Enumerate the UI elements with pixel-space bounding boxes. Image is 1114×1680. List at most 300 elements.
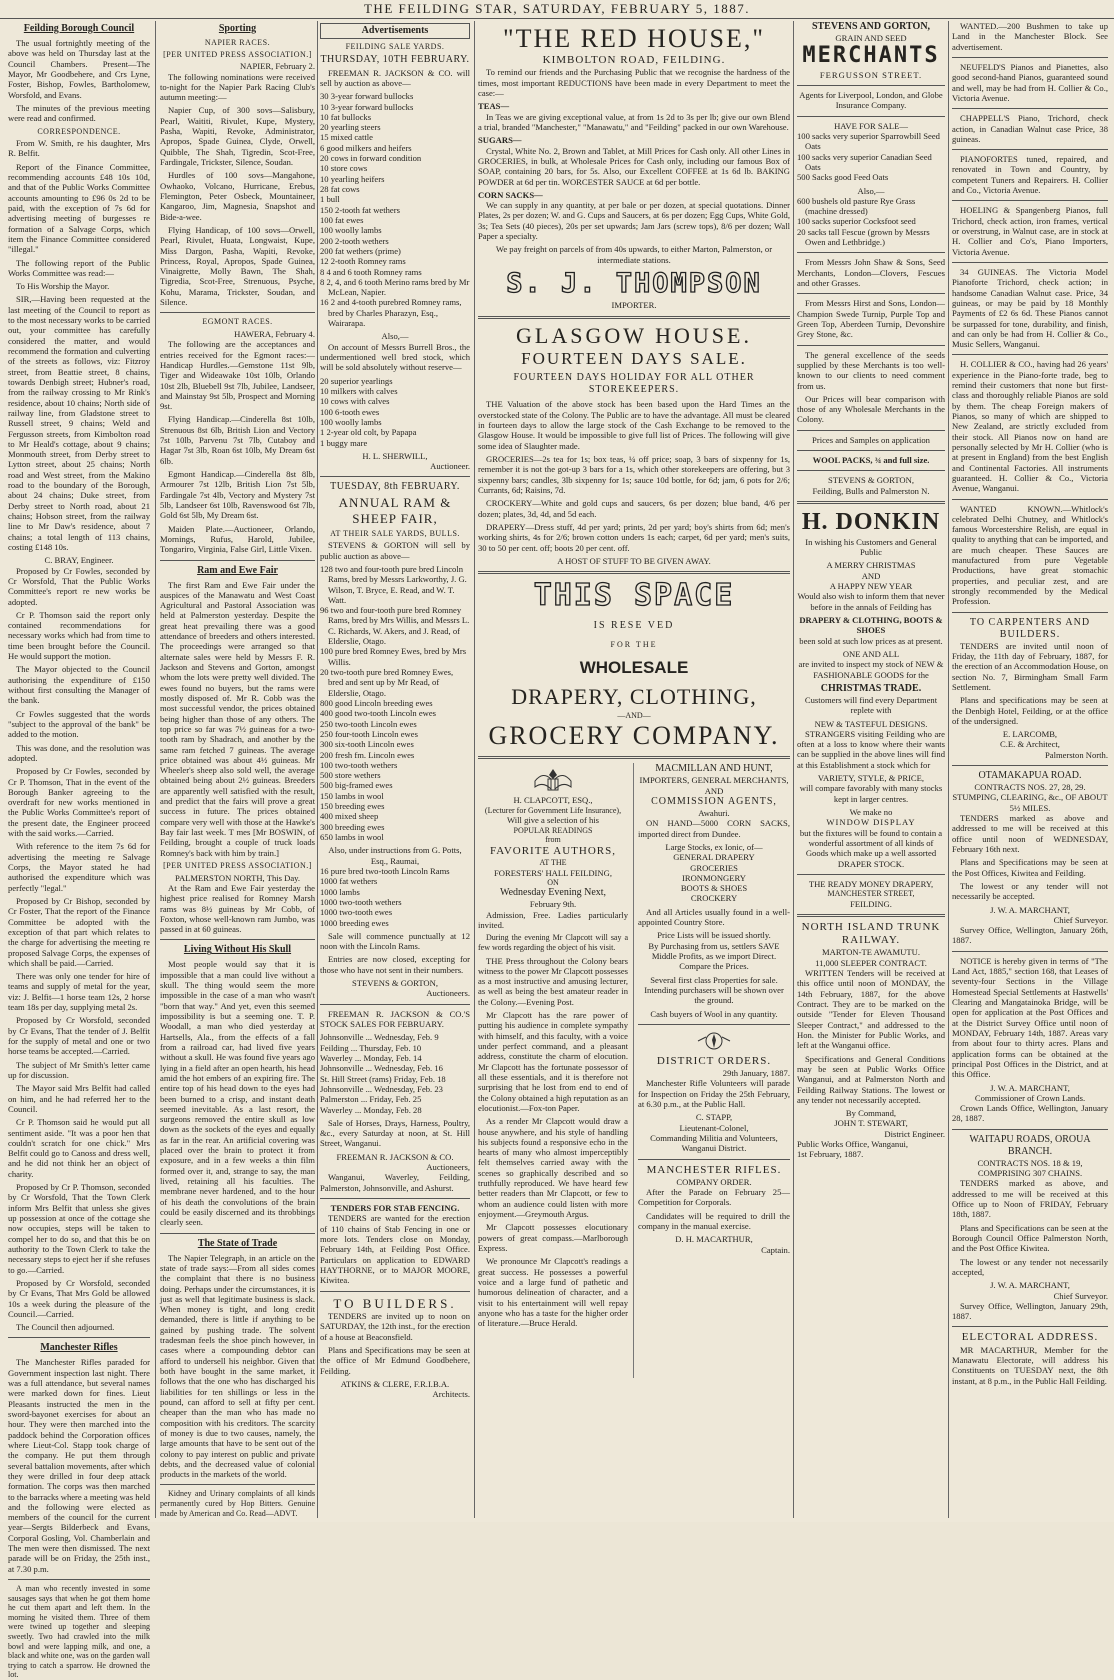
- ad-paragraph: THE Press throughout the Colony bears witness to the power Mr Clapcott possesses as a most instructive and amusing lecturer, as well as being the best amateur reader in the Colony.—Evening Post.: [478, 955, 628, 1007]
- list-item: 10 milkers with calves: [320, 385, 398, 396]
- ad-paragraph: We pay freight on parcels of from 40s upwards, to either Marton, Palmerston, or intermediate stations.: [495, 244, 773, 265]
- list-item: 100 woolly lambs: [320, 225, 382, 236]
- list-item: 1000 lambs: [320, 886, 360, 897]
- divider: [797, 874, 945, 875]
- ad-paragraph: And all Articles usually found in a well-appointed Country Store.: [638, 906, 790, 928]
- list-item: 1 bull: [320, 194, 340, 205]
- ad-line: FOR THE: [610, 640, 658, 650]
- article-paragraph: With reference to the item 7s 6d for advertising the meeting re Salvage Corps, the Mayor stated he had authorised the expenditure which was perfectly "legal.": [8, 841, 150, 893]
- article-paragraph: Proposed by Cr Fowles, seconded by Cr P. Thomson, That in the event of the Borough Banker agreeing to the overdraft for new works mentioned in the Public Works Committee's report of the present date, the Engineer proceed with the said works.—Carried.: [8, 766, 150, 839]
- ad-line: IMPORTERS, GENERAL MERCHANTS, AND: [639, 775, 789, 796]
- ad-paragraph: Plans and Specifications may be seen at the Post Offices, Kiwitea and Feilding.: [952, 857, 1108, 878]
- list-item: 500 Sacks good Feed Oats: [797, 172, 889, 183]
- list-item: 1000 two-tooth wethers: [320, 896, 402, 907]
- section-heading: Manchester Rifles: [40, 1342, 118, 1354]
- ad-paragraph: TENDERS are invited until noon of Friday, the 11th day of February, 1887, for the erection of an Accommodation House, on section No. 7, Birmingham Small Farm Settlement.: [952, 640, 1108, 692]
- ad-heading: FAVORITE AUTHORS,: [490, 844, 616, 857]
- article-paragraph: Egmont Handicap.—Cinderella 8st 8lb, Armourer 7st 12lb, British Lion 7st 5lb, Fardingale 7st 4lb, Vectory and Mystery 7st 5lb, Landseer 6st 10lb, Ravenswood 6st 7lb, Gold 6st 5lb, My Dream 6st.: [160, 469, 315, 521]
- ad-heading: OTAMAKAPUA ROAD.: [978, 770, 1082, 782]
- classified-ad: CHAPPELL'S Piano, Trichord, check action, in Canadian Walnut case Price, 38 guineas.: [952, 113, 1108, 144]
- list-item: 300 breeding ewes: [320, 821, 385, 832]
- list-item: 1000 fat wethers: [320, 876, 378, 887]
- article-paragraph: The following nominations were received to-night for the Napier Park Racing Club's autumn meeting:—: [160, 71, 315, 103]
- article-paragraph: Cr P. Thomson said the report only contained recommendations for necessary works which had from time to time been brought before the Council. He would support the motion.: [8, 609, 150, 662]
- signature-title: C.E. & Architect,: [1000, 739, 1060, 750]
- list-item: 1 2-year old colt, by Papapa: [320, 427, 417, 438]
- divider: [478, 571, 790, 574]
- article-paragraph: The Manchester Rifles paraded for Government inspection last night. There was a full attendance, but several names were marked down for fines. Lieut Pleasants instructed the men in the sword-bayonet exercises for about an hour. They were then marched into the paddock behind the Corporation offices where Lieut-Col. Stapp took charge of the company. He put them through several battalion movements, after which they were drilled in four deep attack formation. The corps was then marched to the barracks where a meeting was held and the following were elected as members of the council for the current year—Sergts Bilderbeck and Evans, Corporal Gosling, Vol. Chamberlain and The men were then dismissed. The next parade will be on Friday, the 25th inst., at 7.30 p.m.: [8, 1357, 150, 1574]
- signature: FREEMAN R. JACKSON & CO.: [336, 1151, 454, 1162]
- ad-paragraph: Sale will commence punctually at 12 noon with the Lincoln Rams.: [320, 930, 470, 952]
- divider: [160, 1233, 315, 1234]
- sub-heading: EGMONT RACES.: [202, 317, 273, 327]
- ad-paragraph: By Purchasing from us, settlers SAVE Middle Profits, as we import Direct. Compare the Prices.: [648, 940, 780, 972]
- article-paragraph: Hurdles of 100 sovs—Mangahone, Owhaoko, Volcano, Hurricane, Erebus, Flemington, Peter Osbeck, Mountaineer, Kangaroo, Jim, Magnesia, Snapshot and Bide-a-wee.: [160, 170, 315, 222]
- classified-ad: HOELING & Spangenberg Pianos, full Trichord, check action, iron frames, vertical or overstrung, in Walnut case, are in stock at H. Collier and Co's, Piano Importers, Victoria Avenue.: [952, 205, 1108, 257]
- ad-line: GRAIN AND SEED: [835, 33, 907, 43]
- signature-title: Auctioneer.: [430, 461, 470, 472]
- ad-paragraph: MR MACARTHUR, Member for the Manawatu Electorate, will address his Constituents on TUESDAY next, the 8th instant, at 8 p.m., in the Public Hall Feilding.: [952, 1344, 1108, 1386]
- divider: [160, 1484, 315, 1485]
- ad-line: ONE AND ALL: [842, 648, 900, 659]
- ad-paragraph: CROCKERY—White and gold cups and saucers, 6s per dozen; blue band, 4/6 per dozen; plates, 3d, 4d, and 5d each.: [478, 498, 790, 519]
- list-item: Johnsonville ... Wednesday, Feb. 23: [320, 1083, 443, 1094]
- ad-line: Price Lists will be issued shortly.: [657, 930, 771, 941]
- signature: C. BRAY, Engineer.: [44, 555, 114, 566]
- list-item: 28 fat cows: [320, 184, 360, 195]
- list-item: 10 store cows: [320, 163, 368, 174]
- ad-line: WINDOW DISPLAY: [826, 817, 916, 828]
- ad-line: 1st February, 1887.: [797, 1149, 864, 1160]
- list-item: 200 fat wethers (prime): [320, 245, 401, 256]
- ad-paragraph: are invited to inspect my stock of NEW & FASHIONABLE GOODS for the: [798, 659, 944, 680]
- ad-paragraph: We pronounce Mr Clapcott's readings a great success. He possesses a powerful voice and a large fund of pathetic and humorous delineation of character, and a visit to his entertainment will well repay anyone who has a taste for the higher order of literature.—Bruce Herald.: [478, 1256, 628, 1329]
- glasgow-house-title: GLASGOW HOUSE.: [516, 322, 752, 348]
- list-item: 400 good two-tooth Lincoln ewes: [320, 708, 436, 719]
- list-item: 30 3-year forward bullocks: [320, 91, 414, 102]
- crest-icon: [478, 767, 628, 793]
- classified-ad: WANTED KNOWN.—Whitlock's celebrated Delhi Chutney, and Whitlock's famous Worcestershire Relish, are equal in quality to anything that can be imported, and are much cheaper. These Sauces are manufactured from pure Vegetable Productions, have great stomachic properties, and peculiar zest, and are strongly recommended by the Medical Profession.: [952, 503, 1108, 607]
- list-item: Johnsonville ... Wednesday, Feb. 16: [320, 1063, 443, 1074]
- divider: [797, 450, 945, 451]
- ad-paragraph: Mr Clapcott has the rare power of putting his audience in complete sympathy with himself, and this faculty, with a voice under perfect command, and a pleasant address, constitute the charm of elocution. Mr Clapcott has the fortunate possessor of all these essentials, and it is therefore not surprising that he lost from end to end of the Colony obtained a high reputation as an elocutionist.—Fox-ton Paper.: [478, 1010, 628, 1113]
- ad-heading: CORN SACKS—: [478, 189, 543, 200]
- divider: [952, 200, 1108, 201]
- divider: [797, 116, 945, 117]
- list-item: 100 sacks very superior Sparrowbill Seed Oats: [797, 130, 940, 152]
- list-item: 150 2-tooth fat wethers: [320, 204, 400, 215]
- stock-list: [320, 91, 470, 328]
- signature: C. STAPP,: [695, 1112, 733, 1123]
- divider: [952, 57, 1108, 58]
- ad-line: Large Stocks, ex Ionic, of—: [665, 841, 763, 852]
- ad-paragraph: The lowest or any tender will not necessarily be accepted.: [952, 880, 1108, 902]
- list-item: 128 two and four-tooth pure bred Lincoln Rams, bred by Messrs Larkworthy, J. G. Wilson, T. Bryce, E. Read, and W. T. Watt.: [320, 563, 467, 605]
- list-item: 20 sacks tall Fescue (grown by Messrs Owen and Lethbridge.): [797, 226, 930, 248]
- ad-paragraph: THE Valuation of the above stock has been based upon the Hard Times an the overstocked state of the Colony. The Public are to have the advantage. All must be cleared in fourteen days to allow the large stock of the Cash Exchange to be removed to the Glasgow House. It would be impossible to give full list of Prices. The following will give some idea of Slaughter made.: [478, 399, 790, 451]
- divider: [8, 1337, 150, 1338]
- grocery-title: GROCERY COMPANY.: [488, 721, 780, 751]
- ad-line: CONTRACTS NOS. 18 & 19, COMPRISING 307 CHAINS.: [977, 1157, 1083, 1179]
- fourteen-days-title: FOURTEEN DAYS SALE.: [521, 349, 747, 369]
- divider: [8, 1579, 150, 1580]
- wholesale-title: WHOLESALE: [579, 657, 689, 677]
- list-item: 150 breeding ewes: [320, 801, 385, 812]
- article-paragraph: At the Ram and Ewe Fair yesterday the highest price realised for Romney Marsh rams was 8½ guineas by Mr Cobb, of Foxton, whose well-known ram Jumbo, was passed in at 60 guineas.: [160, 882, 315, 935]
- ad-subtitle: FOURTEEN DAYS HOLIDAY FOR ALL OTHER STOREKEEPERS.: [513, 372, 755, 396]
- classified-ad: WANTED.—200 Bushmen to take up Land in the Manchester Block. See advertisement.: [952, 21, 1108, 52]
- ad-paragraph: FREEMAN R. JACKSON & CO. will sell by auction as above—: [320, 67, 470, 88]
- ad-line: Also,—: [857, 185, 885, 196]
- column-rule: [155, 21, 156, 1518]
- list-item: 650 lambs in wool: [320, 832, 384, 842]
- ad-line: NEW & TASTEFUL DESIGNS.: [814, 718, 928, 729]
- list-item: GROCERIES: [690, 862, 738, 873]
- ad-line: Cash buyers of Wool in any quantity.: [650, 1008, 778, 1019]
- list-item: GENERAL DRAPERY: [673, 852, 755, 863]
- article-paragraph: Flying Handicap.—Cinderella 8st 10lb, Strenuous 8st 6lb, British Lion and Vectory 7st 10lb, Parvenu 7st 7lb, Cutaboy and Hagar 7st 3lb, Roan 6st 10lb, My Dream 6st 6lb.: [160, 414, 315, 466]
- ad-line: MARTON-TE AWAMUTU.: [822, 947, 920, 958]
- ad-line: Also, under instructions from G. Potts, Esq., Raumai,: [328, 845, 462, 866]
- signature-title: Commissioner of Crown Lands.: [974, 1092, 1086, 1103]
- divider: [952, 499, 1108, 500]
- ad-paragraph: Agents for Liverpool, London, and Globe Insurance Company.: [799, 90, 943, 111]
- ad-paragraph: DRAPERY—Dress stuff, 4d per yard; prints, 2d per yard; boy's shirts from 6d; men's working shirts, 4s for 2/6; brown cotton unders 1s each; carpet, 6d per yard; men's suits, 30 to 50 per cent. off; boots 20 per cent. off.: [478, 521, 790, 553]
- dateline: NAPIER, February 2.: [240, 61, 315, 72]
- sub-heading: CORRESPONDENCE.: [37, 126, 121, 136]
- ad-line: Public Works Office, Wanganui,: [797, 1139, 909, 1150]
- ad-paragraph: From Messrs Hirst and Sons, London—Champion Swede Turnip, Purple Top and Green Top, Aberdeen Turnip, Devonshire Grey Stone, &c.: [797, 298, 945, 340]
- signature: E. LARCOMB,: [1002, 729, 1058, 740]
- list-item: 16 pure bred two-tooth Lincoln Rams: [320, 865, 450, 876]
- ad-paragraph: been sold at such low prices as at present.: [799, 635, 943, 646]
- divider: [320, 1291, 470, 1292]
- ad-paragraph: After the Parade on February 25—Competition for Corporals.: [638, 1187, 790, 1208]
- ad-line: AT THE: [539, 857, 567, 867]
- list-item: Waverley ... Monday, Feb. 28: [320, 1104, 422, 1115]
- ad-line: Will give a selection of his: [506, 815, 599, 826]
- lower-split: [478, 763, 790, 1378]
- ad-paragraph: Customers will find every Department replete with: [804, 694, 938, 716]
- ad-paragraph: Would also wish to inform them that never before in the annals of Feilding has: [797, 591, 945, 612]
- ad-line: We make no: [849, 807, 893, 817]
- drapery-title: DRAPERY, CLOTHING,: [511, 684, 757, 710]
- divider: [797, 501, 945, 504]
- list-item: IRONMONGERY: [682, 872, 746, 883]
- sub-heading: FEILDING SALE YARDS.: [345, 42, 445, 51]
- list-item: 300 six-tooth Lincoln ewes: [320, 739, 414, 750]
- ad-paragraph: Sale of Horses, Drays, Harness, Poultry, &c., every Saturday at noon, at St. Hill Street, Wanganui.: [320, 1117, 470, 1149]
- divider: [952, 262, 1108, 263]
- divider: [160, 560, 315, 561]
- ad-paragraph: Our Prices will bear comparison with those of any Wholesale Merchants in the Colony.: [797, 393, 945, 425]
- ad-paragraph: The lowest or any tender not necessarily accepted,: [952, 1256, 1108, 1277]
- ad-paragraph: Specifications and General Conditions may be seen at Public Works Office Wanganui, and at Palmerston North and Feilding Railway Stations. The lowest or any tender not necessarily accepted.: [797, 1053, 945, 1105]
- ad-paragraph: Plans and Specifications can be seen at the Borough Council Office Palmerston North, and the Post Office Kiwitea.: [952, 1222, 1108, 1254]
- list-item: 8 4 and 6 tooth Romney rams: [320, 266, 422, 277]
- ad-line: February 9th.: [529, 899, 577, 910]
- macmillan-ad: [638, 763, 790, 1378]
- list-item: 12 2-tooth Romney rams: [320, 256, 406, 267]
- article-paragraph: Proposed by Cr Worsfold, seconded by Cr Evans, That Mrs Gold be allowed 10s a week during the pleasure of the Council.—Carried.: [8, 1277, 150, 1319]
- list-item: 20 yearling steers: [320, 122, 381, 133]
- dateline: HAWERA, February 4.: [234, 328, 315, 339]
- column-rule: [474, 21, 475, 1518]
- article-paragraph: Napier Cup, of 300 sovs—Salisbury, Pearl, Waititi, Rivulet, Kupe, Mystery, Pasha, Wapiti, Revoke, Administrator, Apropos, Spade Guinea, Clyde, Orwell, Quibble, The Shah, Tigredin, Scot-Free, Fardingale, Trickster, Silence, Soudan.: [160, 105, 315, 167]
- ad-paragraph: In Teas we are giving exceptional value, at from 1s 2d to 3s per lb; give our own Blend a trial, branded "Manchester," "Manawatu," and "Feilding" packed in our own Warehouse.: [478, 111, 790, 132]
- signature: JOHN T. STEWART,: [834, 1118, 908, 1129]
- divider: [797, 345, 945, 346]
- article-paragraph: Cr P. Thomson said he would put all sentiment aside. "It was a poor hen that couldn't scratch for one chick." Mrs Belfit could go to Canoss and dress well, and he did not think her an object of charity.: [8, 1117, 150, 1179]
- list-item: 100 pure bred Romney Ewes, bred by Mrs Willis.: [320, 646, 467, 667]
- article-paragraph: The Mayor objected to the Council authorising the expenditure of £150 without first consulting the Manager of the bank.: [8, 664, 150, 706]
- divider: [478, 316, 790, 319]
- signature-title: Feilding, Bulls and Palmerston N.: [812, 485, 930, 496]
- clapcott-ad: [478, 763, 628, 1378]
- list-item: 96 two and four-tooth pure bred Romney Rams, bred by Mrs Willis, and Messrs L. C. Richards, W. Akers, and J. Read, of Elderslie, Otago.: [320, 605, 470, 647]
- ad-heading: SUGARS—: [478, 135, 522, 146]
- list-item: St. Hill Street (rams) Friday, Feb. 18: [320, 1073, 446, 1084]
- divider: [952, 765, 1108, 766]
- ad-heading: TO BUILDERS.: [333, 1295, 457, 1311]
- ad-paragraph: TENDERS are wanted for the erection of 110 chains of Stab Fencing in one or more lots. Tenders close on Monday, February 14th, at Feilding Post Office. Particulars on application to EDWARD HAYTHORNE, or to MAJOR MOORE, Kiwitea.: [320, 1213, 470, 1286]
- ad-paragraph: Plans and Specifications may be seen at the office of Mr Edmund Goodbehere, Feilding.: [320, 1345, 470, 1376]
- list-item: 800 good Lincoln breeding ewes: [320, 697, 433, 708]
- article-paragraph: The Mayor said Mrs Belfit had called on him, and he had referred her to the Council.: [8, 1083, 150, 1114]
- column-rule: [948, 21, 949, 1518]
- section-heading: Sporting: [218, 23, 257, 34]
- list-item: 500 big-framed ewes: [320, 780, 393, 791]
- article-paragraph: Maiden Plate.—Auctioneer, Orlando, Mornings, Rufus, Harold, Jubilee, Tongariro, Virginia, False Girl, Little Vixen.: [160, 523, 315, 555]
- list-item: 1 buggy mare: [320, 437, 368, 448]
- list-item: 8 2, 4, and 6 tooth Merino rams bred by Mr McLean, Napier.: [320, 276, 470, 298]
- stock-list: [320, 376, 470, 448]
- ad-heading: STEVENS AND GORTON,: [811, 21, 931, 32]
- ad-heading: COMMISSION AGENTS,: [651, 795, 777, 807]
- signature-title: Captain.: [761, 1244, 790, 1255]
- signature: H. L. SHERWILL,: [362, 450, 428, 461]
- classified-ad: H. COLLIER & CO., having had 26 years' experience in the Piano-forte trade, beg to remind their customers that none but first-class and thoroughly reliable Pianos are sold by them. The cheap Foreign makers of Pianos, so many of which are shipped to New Zealand, are strictly excluded from their stock. All Pianos now on hand are personally selected by Mr H. Collier (who is at present in England) from the best English and Continental Factories. All instruments guaranteed. H. Collier & Co., Victoria Avenue, Wanganui.: [952, 359, 1108, 494]
- seed-list: [797, 131, 945, 183]
- signature-title: Architects.: [432, 1389, 470, 1400]
- article-paragraph: This was done, and the resolution was adopted.: [8, 742, 150, 763]
- section-heading: Advertisements: [320, 23, 470, 39]
- masthead-title: THE FEILDING STAR, SATURDAY, FEBRUARY 5, 1887.: [363, 1, 750, 16]
- divider: [638, 1159, 790, 1160]
- press-credit: [PER UNITED PRESS ASSOCIATION.]: [163, 49, 312, 59]
- ad-line: STUMPING, CLEARING, &c., OF ABOUT 5½ MILES.: [952, 792, 1108, 813]
- list-item: 10 cows with calves: [320, 396, 390, 407]
- ad-line: A MERRY CHRISTMAS: [826, 560, 916, 571]
- article-paragraph: Flying Handicap, of 100 sovs—Orwell, Pearl, Rivulet, Huata, Longwaist, Kupe, Miss Dargon, Pasha, Wapiti, Revoke, Princess, Royal, Apropos, Spade Guinea, Vinaigrette, Molly Bawn, The Shah, Tigredia, Scot-Free, Strenuous, Psyche, Kohu, Marama, Trickster, Soudan, and Silence.: [160, 224, 315, 308]
- article-paragraph: From W. Smith, re his daughter, Mrs R. Belfit.: [8, 138, 150, 159]
- signature-title: Chief Surveyor.: [1053, 1290, 1108, 1301]
- article-paragraph: Report of the Finance Committee, recommending accounts £48 10s 10d, and that of the Public Works Committee accounts amounting to £96 0s 2d to be paid, with the exception of 7s 6d for advertising meeting of burgesses re formation of a Salvage Corps, which item the Finance Committee considered "illegal.": [8, 161, 150, 255]
- ad-line: CONTRACTS NOS. 27, 28, 29.: [974, 782, 1086, 793]
- ad-line: FORESTERS' HALL FEILDING,: [494, 867, 612, 878]
- list-item: 100 two-tooth wethers: [320, 759, 398, 770]
- ad-line: COMPANY ORDER.: [676, 1176, 752, 1187]
- ad-heading: Wednesday Evening Next,: [499, 887, 607, 899]
- article-paragraph: A man who recently invested in some sausages says that when he got them home he cut them apart and left them. In the morning he visited them. Three of them were twined up together and sleeping sweetly. Two had crawled into the milk bowl and were lapping milk, and one, a black and white one, was on the garden wall trying to catch a sparrow. He drowned the lot.: [8, 1584, 150, 1680]
- ad-line: DRAPERY & CLOTHING, BOOTS & SHOES: [799, 615, 943, 636]
- divider: [797, 293, 945, 294]
- divider: [160, 312, 315, 313]
- ad-paragraph: Wanganui, Waverley, Feilding, Palmerston, Johnsonville, and Ashurst.: [320, 1172, 470, 1193]
- article-paragraph: Proposed by Cr Bishop, seconded by Cr Foster, That the report of the Finance Committee be adopted with the exception of that part which relates to the charge for advertising the meeting re proposed Salvage Corps, the expenses of which shall be paid.—Carried.: [8, 895, 150, 968]
- ad-line: Awahuri.: [698, 807, 730, 818]
- column-5: [797, 21, 945, 1518]
- ad-tagline: A HOST OF STUFF TO BE GIVEN AWAY.: [557, 555, 711, 566]
- sub-heading: AT THEIR SALE YARDS, BULLS.: [330, 528, 460, 538]
- article-paragraph: Proposed by Cr P. Thomson, seconded by Cr Worsfold, That the Town Clerk inform Mrs Belfit that unless she gives up possession at once of the cottage she now occupies, steps will be taken to compel her to do so, and that this be on authority to the Town Clerk to take the necessary steps to eject her if she refuses to go.—Carried.: [8, 1182, 150, 1275]
- crest-icon: [638, 1029, 790, 1053]
- column-rule: [317, 21, 318, 1518]
- list-item: 15 mixed cattle: [320, 132, 373, 143]
- signature: J. W. A. MARCHANT,: [990, 1280, 1070, 1291]
- divider: [478, 756, 790, 759]
- list-item: 200 fresh fm. Lincoln ewes: [320, 749, 415, 760]
- ad-line: POPULAR READINGS: [513, 825, 593, 835]
- ad-paragraph: TENDERS marked as above, and addressed to me will be received at this Office up to Noon of FRIDAY, February 18th, 1887.: [952, 1178, 1108, 1220]
- article-paragraph: To His Worship the Mayor.: [16, 281, 110, 292]
- column-4: [478, 21, 790, 1518]
- ad-paragraph: Mr Clapcott possesses elocutionary powers of great compass.—Marlborough Express.: [478, 1222, 628, 1253]
- signature-title: Auctioneers.: [426, 988, 470, 999]
- ad-paragraph: Manchester Rifle Volunteers will parade for Inspection on Friday the 25th February, at 6.30 p.m., at the Public Hall.: [638, 1078, 790, 1110]
- ad-line: WOOL PACKS, ¾ and full size.: [812, 455, 930, 466]
- section-heading: Living Without His Skull: [183, 944, 292, 956]
- divider: [797, 914, 945, 917]
- list-item: Feilding ... Thursday, Feb. 10: [320, 1042, 422, 1053]
- ad-paragraph: To remind our friends and the Purchasing Public that we recognise the hardness of the times, most important REDUCTIONS have been made in every Department to meet the case:—: [478, 67, 790, 98]
- sale-date: TUESDAY, 8th FEBRUARY.: [330, 481, 460, 493]
- list-item: 100 woolly lambs: [320, 416, 382, 427]
- ad-line: A HAPPY NEW YEAR: [829, 581, 913, 592]
- divider: [160, 939, 315, 940]
- list-item: 10 3-year forward bullocks: [320, 101, 414, 112]
- list-item: 100 sacks superior Cocksfoot seed: [797, 216, 916, 227]
- ad-paragraph: TENDERS are invited up to noon on SATURDAY, the 12th inst., for the erection of a house at Beaconsfield.: [320, 1311, 470, 1342]
- ad-paragraph: As a render Mr Clapcott would draw a house anywhere, and his style of handling his subjects found a responsive echo in the hearts of many who almost imperceptibly felt themselves carried away with the scenes so graphically described and so truthfully reproduced. We have heard few better readers than Mr Clapcott, or few to whom an audience could listen with more enjoyment.—Greymouth Argus.: [478, 1116, 628, 1220]
- masthead: [0, 0, 1114, 19]
- sub-heading: NAPIER RACES.: [204, 38, 271, 47]
- column-rule: [793, 21, 794, 1518]
- thompson-name: S. J. THOMPSON: [506, 268, 762, 299]
- list-item: 6 good milkers and heifers: [320, 142, 412, 153]
- column-6: [952, 21, 1108, 1518]
- ad-paragraph: WRITTEN Tenders will be received at this office until noon of MONDAY, the 14th February, 1887, for the above Contract. They are to be marked on the outside "Tender for Eleven Thousand Sleeper Contract," and addressed to the Hon. the Minister for Public Works, and left at the Wanganui office.: [797, 968, 945, 1051]
- signature-title: Auctioneers,: [426, 1162, 470, 1173]
- ad-date: 29th January, 1887.: [722, 1068, 790, 1079]
- ad-paragraph: but the fixtures will be found to contain a wonderful assortment of all kinds of Goods which make up a well assorted DRAPER STOCK.: [799, 827, 943, 869]
- list-item: CROCKERY: [690, 893, 738, 904]
- article-paragraph: The minutes of the previous meeting were read and confirmed.: [8, 102, 150, 124]
- press-credit: [PER UNITED PRESS ASSOCIATION.]: [163, 860, 312, 870]
- ad-paragraph: Crystal, White No. 2, Brown and Tablet, at Mill Prices for Cash only. All other Lines in GROCERIES, in bulk, at Wholesale Prices for Cash only, including our famous Box of SOAP, containing 20 bars, for 5s. Also, our Excellent COFFEE at 1s 6d lb. BAKING POWDER at 6d per tin. WORCESTER SAUCE at 6d per bottle.: [478, 145, 790, 187]
- sale-schedule: [320, 1032, 470, 1115]
- red-house-title: "THE RED HOUSE,": [503, 24, 765, 53]
- divider: [797, 252, 945, 253]
- column-rule: [633, 763, 634, 1378]
- donkin-name: H. DONKIN: [801, 509, 941, 536]
- ad-heading: TENDERS FOR STAB FENCING.: [330, 1203, 460, 1213]
- ad-line: FERGUSSON STREET.: [819, 69, 923, 80]
- list-item: 20 two-tooth pure bred Romney Ewes, bred and sent up by Mr Read, of Elderslie, Otago.: [320, 667, 454, 698]
- signature: STEVENS & GORTON,: [352, 978, 438, 989]
- ad-paragraph: Several first class Properties for sale. Intending purchasers will be shown over the ground.: [644, 974, 784, 1006]
- ad-paragraph: will compare favorably with many stocks kept in larger centres.: [799, 783, 943, 804]
- ad-paragraph: FREEMAN R. JACKSON & CO.'S STOCK SALES FOR FEBRUARY.: [320, 1008, 470, 1029]
- signature-title: Commanding Militia and Volunteers, Wanganui District.: [650, 1132, 778, 1154]
- list-item: 20 cows in forward condition: [320, 153, 422, 164]
- signature: D. H. MACARTHUR,: [675, 1234, 753, 1245]
- column-1: [8, 21, 150, 1680]
- ad-paragraph: The general excellence of the seeds supplied by these Merchants is too well-known to our clients to need comment from us.: [797, 349, 945, 391]
- ad-line: (Lecturer for Government Life Insurance),: [484, 805, 622, 815]
- ad-paragraph: ON HAND—5000 CORN SACKS, imported direct from Dundee.: [638, 818, 790, 839]
- ad-heading: HAVE FOR SALE—: [834, 120, 908, 131]
- article-paragraph: The following are the acceptances and entries received for the Egmont races:—Handicap Hurdles.—Gemstone 11st 9lb, Tiger and Wideawake 10st 10lb, Orlando 10st 2lb, Bluebell 9st 7lb, Jubilee, Landseer, and Mainstay 9st 5lb, Prospect and Morning 9st.: [160, 339, 315, 412]
- stock-list: [320, 866, 470, 928]
- ad-paragraph: On account of Messrs Burrell Bros., the undermentioned well bred stock, which will be sold absolutely without reserve—: [320, 341, 470, 373]
- classified-ad: NEUFELD'S Pianos and Pianettes, also good second-hand Pianos, guaranteed sound and well, may be had from H. Collier & Co., Victoria Avenue.: [952, 61, 1108, 103]
- dateline: PALMERSTON NORTH, This Day.: [174, 872, 301, 883]
- ad-heading: THE READY MONEY DRAPERY,: [808, 878, 934, 889]
- ad-line: 11,000 SLEEPER CONTRACT.: [815, 957, 927, 968]
- list-item: 100 fat ewes: [320, 214, 364, 225]
- ad-line: Prices and Samples on application: [812, 434, 930, 445]
- ad-paragraph: We can supply in any quantity, at per bale or per dozen, at special quotations. Dinner Plates, 2s per dozen; W. and G. Cups and Saucers, at 6s per dozen; Egg Cups, White Gold, 3s; Tea Sets (40 pieces), 20s per set upwards; Jam Jars (screw tops), 8/6 per dozen; Wall Paper a specialty.: [478, 200, 790, 242]
- list-item: 600 bushels old pasture Rye Grass (machine dressed): [797, 195, 916, 217]
- ad-paragraph: Survey Office, Wellington, January 29th, 1887.: [952, 1300, 1108, 1322]
- article-paragraph: The Napier Telegraph, in an article on the state of trade says:—From all sides comes the complaint that there is no business doing. Perhaps under the circumstances, it is just as well that legitimate business is slack. When money is tight, and long credit demanded, there is little if anything to be gained by pushing trade. The solvent tradesman feels the shoe pinch however, in cases where a compounding debtor can afford to undersell his neighbor. Given that both have bought in the same market, it follows that the one who has discharged his liabilities for ten shillings or less in the pound, can afford to sell at fifty per cent. cheaper than the man who has made no composition with his creditors. The scarcity of money is due to two causes, namely, the large amounts that have to be sent out of the colony to pay interest on public and private debts, and the decreased value of colonial products in the markets of the world.: [160, 1252, 315, 1480]
- list-item: 100 sacks very superior Canadian Seed Oats: [797, 151, 932, 172]
- divider: [320, 1198, 470, 1199]
- list-item: 20 superior yearlings: [320, 375, 393, 386]
- ad-paragraph: GROCERIES—2s tea for 1s; box teas, ¼ off price; soap, 3 bars of sixpenny for 1s, remember it is not the got-up 3 bars for a 1s, which other storekeepers are offering, but 3 sixpenny bars; candles, 3lb sixpenny for 1s; sauce 10d bottle, for 6d; jam, 6 pots for 2/6; Currants, 6d; Raisins, 7d.: [478, 454, 790, 495]
- ad-heading: ELECTORAL ADDRESS.: [961, 1331, 1099, 1344]
- signature: J. W. A. MARCHANT,: [990, 904, 1070, 915]
- list-item: 250 two-tooth Lincoln ewes: [320, 718, 417, 729]
- ad-line: By Command,: [845, 1108, 897, 1119]
- article-paragraph: The following report of the Public Works Committee was read:—: [8, 257, 150, 278]
- divider: [638, 1024, 790, 1025]
- article-paragraph: The first Ram and Ewe Fair under the auspices of the Manawatu and West Coast Agricultural and Pastoral Association was held at Palmerston yesterday. Despite the great heat prevailing there was a good attendance of breeders and others interested. The proceedings were arranged so that alternate sales were held by Messrs F. R. Jackson and Stevens and Gorton, amongst whom the lots were pretty well divided. The ewes found no buyers, but the rams were mostly disposed of. Mr R. Cobb was the most successful vendor, the prices obtained being higher than those of any others. The top price so far was 7½ guineas for a two-tooth ram by Shadrach, and another by the same ram fetched 7 guineas. The average price obtained was about 4½ guineas. Mr Wheeler's sheep also sold well, the average obtained being about 2½ guineas. Breeders are apparently well satisfied with the result, and predict that the fairs will prove a great success in future. The prices obtained compare very well with those at the Hawke's Bay fair last week. T mes [Mr BOSWIN, of Feilding, brought a couple of truck loads Romney's back with him by train.]: [160, 579, 315, 858]
- ad-paragraph: In wishing his Customers and General Public: [805, 536, 937, 558]
- article-paragraph: There was only one tender for hire of teams and supply of metal for the year, viz: J. Belfit—1 horse team 12s, 2 horse team 18s per day, supplying metal 2s.: [8, 971, 150, 1013]
- list-item: 500 store wethers: [320, 770, 381, 781]
- ad-paragraph: STEVENS & GORTON will sell by public auction as above—: [320, 540, 470, 561]
- list-item: 10 fat bullocks: [320, 111, 372, 122]
- ad-line: IS RESE VED: [593, 620, 675, 632]
- ad-line: MANCHESTER STREET,: [827, 889, 915, 899]
- column-2: [160, 21, 315, 1518]
- divider: [952, 149, 1108, 150]
- list-item: 1000 two-tooth ewes: [320, 907, 393, 918]
- ad-heading: NORTH ISLAND TRUNK RAILWAY.: [801, 921, 941, 947]
- ad-line: Also,—: [381, 331, 409, 342]
- classified-ad: NOTICE is hereby given in terms of "The Land Act, 1885," section 168, that Leases of seventy-four Sections in the Village Homestead Special Settlements at Hastwells' Clearing and Mangatainoka Bridge, will be open for application at the Post Offices and at the District Survey Office until noon of MONDAY, February 14th, 1887. Areas vary from about four to thirty acres. Plans and application forms can be obtained at the principal Post Offices in the District, and at this Office.: [952, 955, 1108, 1080]
- article-paragraph: The usual fortnightly meeting of the above was held on Thursday last at the Council Chambers. Present—The Mayor, Mr Goodbehere, and Crs Lyne, Foster, Bishop, Fowles, Bartholomew, Worsfold, and Evans.: [8, 38, 150, 100]
- ad-paragraph: From Messrs John Shaw & Sons, Seed Merchants, London—Clovers, Fescues and other Grasses.: [797, 257, 945, 289]
- ad-heading: CHRISTMAS TRADE.: [820, 682, 922, 694]
- article-paragraph: Proposed by Cr Worsfold, seconded by Cr Evans, That the tender of J. Belfit for the supply of metal and one or two horse teams be accepted.—Carried.: [8, 1015, 150, 1057]
- classified-ad: PIANOFORTES tuned, repaired, and renovated in Town and Country, by competent Tuners and Repairers. H. Collier and Co., Victoria Avenue.: [952, 154, 1108, 196]
- signature-title: District Engineer.: [884, 1128, 945, 1139]
- list-item: 400 mixed sheep: [320, 811, 379, 822]
- divider: [952, 354, 1108, 355]
